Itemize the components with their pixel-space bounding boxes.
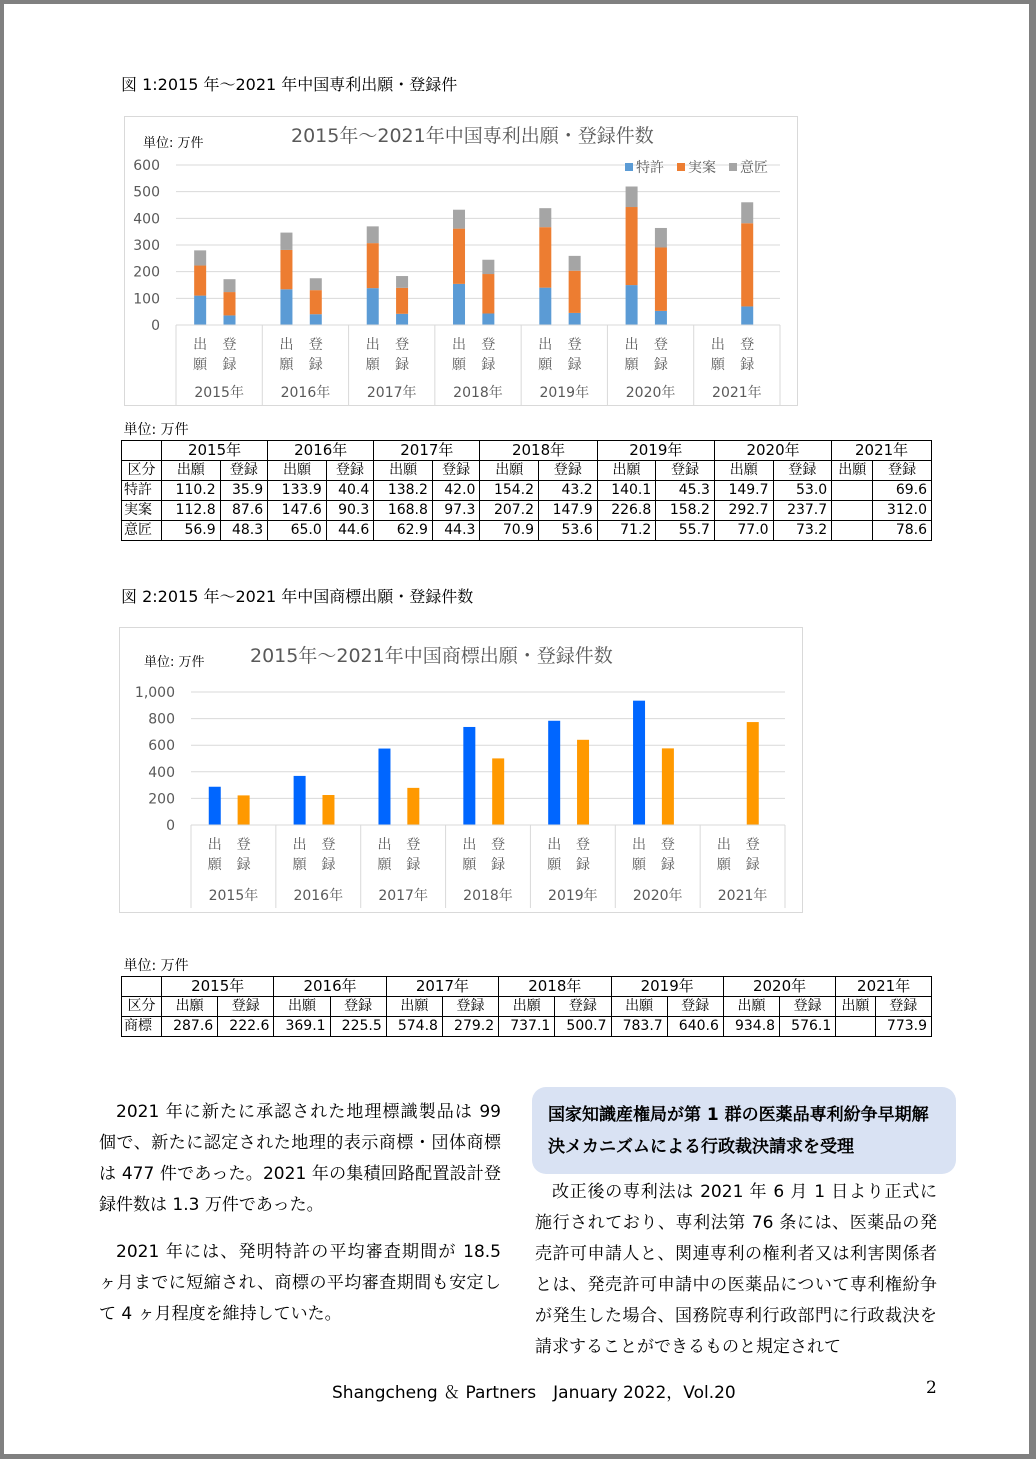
column-header: 登録 [442,997,498,1017]
x-subcategory-label: 出 [292,837,307,853]
bar-登録-2015年 [238,795,250,825]
x-subcategory-label: 出 [452,337,467,353]
bar-実案-2021年-登録 [741,223,753,306]
legend-label: 特許 [636,160,664,176]
bar-意匠-2019年-出願 [539,208,551,227]
x-subcategory-label: 録 [740,357,755,373]
y-tick-label: 800 [148,711,175,728]
figure1-caption: 図 1:2015 年～2021 年中国専利出願・登録件 [121,75,458,94]
year-header: 2019年 [597,441,714,461]
bar-登録-2021年 [747,722,759,825]
table-cell: 35.9 [220,481,268,501]
y-tick-label: 0 [166,818,175,834]
column-header: 出願 [832,461,873,481]
table-row [122,501,932,521]
column-header: 出願 [836,997,875,1017]
column-header: 登録 [875,997,931,1017]
bar-意匠-2016年-登録 [310,278,322,290]
table-cell [832,481,873,501]
x-subcategory-label: 登 [745,837,760,853]
x-subcategory-label: 願 [624,357,639,373]
bar-出願-2016年 [294,776,306,825]
table-cell: 168.8 [374,501,433,521]
x-subcategory-label: 登 [576,837,591,853]
table-cell: 207.2 [480,501,539,521]
table-cell: 45.3 [656,481,715,501]
x-subcategory-label: 録 [660,857,675,873]
x-subcategory-label: 出 [624,337,639,353]
x-subcategory-label: 録 [308,357,323,373]
bar-出願-2020年 [633,701,645,825]
bar-出願-2017年 [378,749,390,825]
bar-特許-2018年-登録 [482,313,494,325]
column-header: 区分 [122,461,162,481]
bar-実案-2017年-出願 [367,243,379,288]
left-paragraph-2: 2021 年には、発明特許の平均審査期間が 18.5 ヶ月までに短縮され、商標の平均審査期間も安定して 4 ヶ月程度を維持していた。 [99,1242,501,1324]
y-tick-label: 100 [133,291,160,308]
table-cell: 574.8 [386,1017,442,1037]
year-header: 2018年 [499,977,611,997]
table-cell: 576.1 [780,1017,836,1037]
table-cell: 154.2 [480,481,539,501]
table-cell: 69.6 [873,481,932,501]
year-header: 2021年 [832,441,932,461]
column-header: 出願 [499,997,555,1017]
table-cell: 147.9 [539,501,598,521]
column-header: 出願 [162,461,221,481]
table-cell: 292.7 [714,501,773,521]
year-header: 2019年 [611,977,723,997]
footer-publisher: Shangcheng ＆ Partners January 2022，Vol.20 [332,1383,736,1403]
table-cell: 48.3 [220,521,268,541]
x-subcategory-label: 登 [406,837,421,853]
x-subcategory-label: 録 [491,857,506,873]
legend-label: 意匠 [740,160,768,176]
bar-実案-2015年-出願 [194,266,206,296]
table-cell: 73.2 [773,521,832,541]
x-subcategory-label: 出 [207,837,222,853]
column-header: 出願 [374,461,433,481]
year-header: 2016年 [274,977,386,997]
column-header: 登録 [539,461,598,481]
table-cell: 56.9 [162,521,221,541]
column-header: 登録 [432,461,480,481]
x-year-label: 2019年 [539,385,590,401]
column-header: 出願 [611,997,667,1017]
x-subcategory-label: 録 [236,857,251,873]
x-year-label: 2015年 [194,385,244,401]
y-tick-label: 600 [148,738,175,755]
bar-特許-2017年-出願 [367,288,379,325]
bar-実案-2020年-登録 [655,247,667,310]
y-tick-label: 600 [133,158,160,174]
bar-意匠-2015年-登録 [223,279,235,292]
bar-特許-2019年-登録 [569,313,581,325]
bar-実案-2019年-出願 [539,227,551,287]
table-cell: 53.6 [539,521,598,541]
figure2-caption: 図 2:2015 年～2021 年中国商標出願・登録件数 [121,587,474,606]
year-header: 2017年 [374,441,480,461]
column-header: 出願 [480,461,539,481]
y-tick-label: 1,000 [134,685,175,701]
column-header: 登録 [218,997,274,1017]
x-year-label: 2017年 [366,385,417,401]
table-corner [122,977,162,997]
x-year-label: 2016年 [280,385,331,401]
year-header: 2020年 [714,441,831,461]
table-cell: 71.2 [597,521,656,541]
table-cell: 147.6 [268,501,327,521]
table-cell: 773.9 [875,1017,931,1037]
table-cell: 44.3 [432,521,480,541]
x-subcategory-label: 出 [538,337,553,353]
table-row [122,481,932,501]
x-subcategory-label: 登 [481,337,496,353]
legend-label: 実案 [688,160,716,176]
column-header: 登録 [555,997,611,1017]
left-column-text [99,1097,501,1330]
figure1-table [121,421,932,541]
x-subcategory-label: 録 [321,857,336,873]
table-cell: 97.3 [432,501,480,521]
table-cell: 62.9 [374,521,433,541]
table1-unit: 単位: 万件 [123,422,189,438]
bar-意匠-2018年-登録 [482,260,494,274]
x-subcategory-label: 出 [716,837,731,853]
x-year-label: 2015年 [208,888,259,904]
column-header: 出願 [386,997,442,1017]
bar-実案-2018年-出願 [453,229,465,284]
bar-意匠-2020年-出願 [626,186,638,207]
x-subcategory-label: 録 [222,357,237,373]
bar-出願-2019年 [548,721,560,825]
table-cell: 369.1 [274,1017,330,1037]
x-year-label: 2018年 [463,888,513,904]
bar-意匠-2018年-出願 [453,210,465,229]
table-cell: 934.8 [723,1017,779,1037]
table-cell: 53.0 [773,481,832,501]
y-tick-label: 500 [133,184,160,201]
table-cell: 140.1 [597,481,656,501]
figure1-chart [124,116,798,406]
column-header: 登録 [330,997,386,1017]
x-subcategory-label: 願 [279,357,294,373]
news-heading: 国家知識産権局が第 1 群の医薬品専利紛争早期解決メカニズムによる行政裁決請求を受理 [548,1105,929,1157]
x-subcategory-label: 出 [547,837,562,853]
year-header: 2021年 [836,977,932,997]
column-header: 出願 [268,461,327,481]
row-label: 実案 [122,501,162,521]
legend-swatch [729,163,737,171]
column-header: 出願 [597,461,656,481]
table-cell [832,521,873,541]
bar-登録-2017年 [407,788,419,825]
column-header: 出願 [723,997,779,1017]
row-label: 商標 [122,1017,162,1037]
bar-実案-2018年-登録 [482,274,494,313]
x-subcategory-label: 登 [653,337,668,353]
x-subcategory-label: 願 [292,857,307,873]
table-cell: 87.6 [220,501,268,521]
bar-特許-2020年-出願 [626,285,638,325]
bar-登録-2020年 [662,748,674,825]
bar-特許-2019年-出願 [539,288,551,325]
column-header: 登録 [667,997,723,1017]
column-header: 登録 [220,461,268,481]
table-cell: 65.0 [268,521,327,541]
bar-意匠-2020年-登録 [655,228,667,248]
year-header: 2016年 [268,441,374,461]
x-year-label: 2020年 [625,385,676,401]
bar-実案-2016年-出願 [280,250,292,289]
row-label: 特許 [122,481,162,501]
bar-特許-2015年-登録 [223,315,235,325]
year-header: 2018年 [480,441,597,461]
bar-登録-2016年 [322,795,334,825]
bar-登録-2019年 [577,740,589,825]
table-cell: 312.0 [873,501,932,521]
table-cell: 226.8 [597,501,656,521]
x-year-label: 2017年 [378,888,428,904]
x-year-label: 2021年 [717,888,768,904]
year-header: 2017年 [386,977,498,997]
x-year-label: 2018年 [453,385,503,401]
bar-特許-2016年-登録 [310,314,322,325]
x-subcategory-label: 録 [395,357,410,373]
bar-実案-2019年-登録 [569,271,581,313]
bar-出願-2015年 [209,787,221,825]
y-tick-label: 200 [133,264,160,281]
x-subcategory-label: 出 [193,337,208,353]
bar-特許-2015年-出願 [194,296,206,325]
x-subcategory-label: 登 [395,337,410,353]
bar-実案-2020年-出願 [626,207,638,285]
table-corner [122,441,162,461]
bar-意匠-2017年-登録 [396,276,408,288]
x-subcategory-label: 登 [660,837,675,853]
row-label: 意匠 [122,521,162,541]
table-cell [836,1017,875,1037]
x-year-label: 2019年 [548,888,598,904]
year-header: 2015年 [162,441,268,461]
document-page [4,4,1029,1454]
x-subcategory-label: 願 [710,357,725,373]
bar-意匠-2021年-登録 [741,202,753,223]
bar-特許-2016年-出願 [280,289,292,325]
bar-実案-2015年-登録 [223,292,235,315]
x-subcategory-label: 録 [653,357,668,373]
x-subcategory-label: 願 [538,357,553,373]
unit-label: 単位: 万件 [143,136,204,151]
y-tick-label: 400 [148,764,175,781]
bar-特許-2017年-登録 [396,314,408,325]
figure2-chart [119,627,803,913]
x-subcategory-label: 出 [710,337,725,353]
x-subcategory-label: 願 [716,857,731,873]
x-subcategory-label: 登 [567,337,582,353]
bar-登録-2018年 [492,758,504,825]
year-header: 2015年 [162,977,274,997]
x-subcategory-label: 願 [365,357,380,373]
bar-意匠-2019年-登録 [569,256,581,271]
x-subcategory-label: 録 [567,357,582,373]
table-cell: 90.3 [326,501,374,521]
x-subcategory-label: 登 [321,837,336,853]
column-header: 区分 [122,997,162,1017]
column-header: 登録 [326,461,374,481]
x-year-label: 2021年 [712,385,762,401]
x-subcategory-label: 登 [236,837,251,853]
bar-特許-2021年-登録 [741,306,753,325]
bar-実案-2016年-登録 [310,290,322,314]
table-cell: 222.6 [218,1017,274,1037]
column-header: 出願 [714,461,773,481]
x-year-label: 2016年 [293,888,344,904]
x-year-label: 2020年 [632,888,683,904]
x-subcategory-label: 出 [462,837,477,853]
table-cell: 112.8 [162,501,221,521]
x-subcategory-label: 願 [452,357,467,373]
x-subcategory-label: 願 [207,857,222,873]
legend-swatch [625,163,633,171]
x-subcategory-label: 登 [308,337,323,353]
right-paragraph-1: 改正後の専利法は 2021 年 6 月 1 日より正式に施行されており、専利法第 76 条には、医薬品の発売許可申請人と、関連専利の権利者又は利害関係者とは、発売許可申請中の医薬品について専利権紛争が発生した場合、国務院専利行政部門に行政裁決を請求することができるものと規定されて [535,1182,937,1357]
y-tick-label: 0 [151,318,160,334]
patent-stacked-bar-chart [125,117,797,405]
column-header: 出願 [162,997,218,1017]
y-tick-label: 300 [133,238,160,254]
x-subcategory-label: 願 [632,857,647,873]
x-subcategory-label: 録 [745,857,760,873]
x-subcategory-label: 出 [279,337,294,353]
column-header: 登録 [773,461,832,481]
x-subcategory-label: 登 [740,337,755,353]
legend-swatch [677,163,685,171]
table-cell: 737.1 [499,1017,555,1037]
page-number: 2 [926,1378,937,1398]
x-subcategory-label: 願 [547,857,562,873]
table-cell: 237.7 [773,501,832,521]
bar-意匠-2016年-出願 [280,233,292,250]
x-subcategory-label: 願 [377,857,392,873]
column-header: 登録 [873,461,932,481]
year-header: 2020年 [723,977,835,997]
table-cell [832,501,873,521]
table-row [122,1017,932,1037]
table-cell: 77.0 [714,521,773,541]
chart-title: 2015年～2021年中国専利出願・登録件数 [291,125,654,147]
x-subcategory-label: 録 [576,857,591,873]
column-header: 登録 [780,997,836,1017]
left-paragraph-1: 2021 年に新たに承認された地理標識製品は 99 個で、新たに認定された地理的表示商標・団体商標は 477 件であった。2021 年の集積回路配置設計登録件数は 1.3 万件であった。 [99,1102,501,1215]
news-heading-box [532,1087,956,1174]
x-subcategory-label: 願 [193,357,208,373]
column-header: 登録 [656,461,715,481]
table-cell: 110.2 [162,481,221,501]
x-subcategory-label: 録 [406,857,421,873]
bar-意匠-2015年-出願 [194,250,206,265]
x-subcategory-label: 登 [222,337,237,353]
table-cell: 70.9 [480,521,539,541]
right-column-text [535,1177,937,1363]
bar-特許-2020年-登録 [655,311,667,325]
table-cell: 55.7 [656,521,715,541]
y-tick-label: 200 [148,791,175,808]
trademark-bar-chart [120,628,802,912]
table-cell: 225.5 [330,1017,386,1037]
table-cell: 138.2 [374,481,433,501]
table-cell: 149.7 [714,481,773,501]
y-tick-label: 400 [133,211,160,228]
table-cell: 43.2 [539,481,598,501]
x-subcategory-label: 出 [632,837,647,853]
bar-特許-2018年-出願 [453,284,465,325]
x-subcategory-label: 登 [491,837,506,853]
bar-出願-2018年 [463,727,475,825]
x-subcategory-label: 録 [481,357,496,373]
table-cell: 279.2 [442,1017,498,1037]
table-row [122,521,932,541]
table-cell: 42.0 [432,481,480,501]
table-cell: 287.6 [162,1017,218,1037]
table-cell: 40.4 [326,481,374,501]
unit-label: 単位: 万件 [144,655,205,670]
bar-実案-2017年-登録 [396,288,408,314]
table-cell: 158.2 [656,501,715,521]
column-header: 出願 [274,997,330,1017]
bar-意匠-2017年-出願 [367,226,379,243]
chart-title: 2015年～2021年中国商標出願・登録件数 [250,645,613,667]
table-cell: 44.6 [326,521,374,541]
table-cell: 78.6 [873,521,932,541]
table-cell: 783.7 [611,1017,667,1037]
table-cell: 500.7 [555,1017,611,1037]
table-cell: 640.6 [667,1017,723,1037]
x-subcategory-label: 出 [377,837,392,853]
figure2-table [121,957,932,1037]
table-cell: 133.9 [268,481,327,501]
x-subcategory-label: 願 [462,857,477,873]
table2-unit: 単位: 万件 [123,958,189,974]
x-subcategory-label: 出 [365,337,380,353]
